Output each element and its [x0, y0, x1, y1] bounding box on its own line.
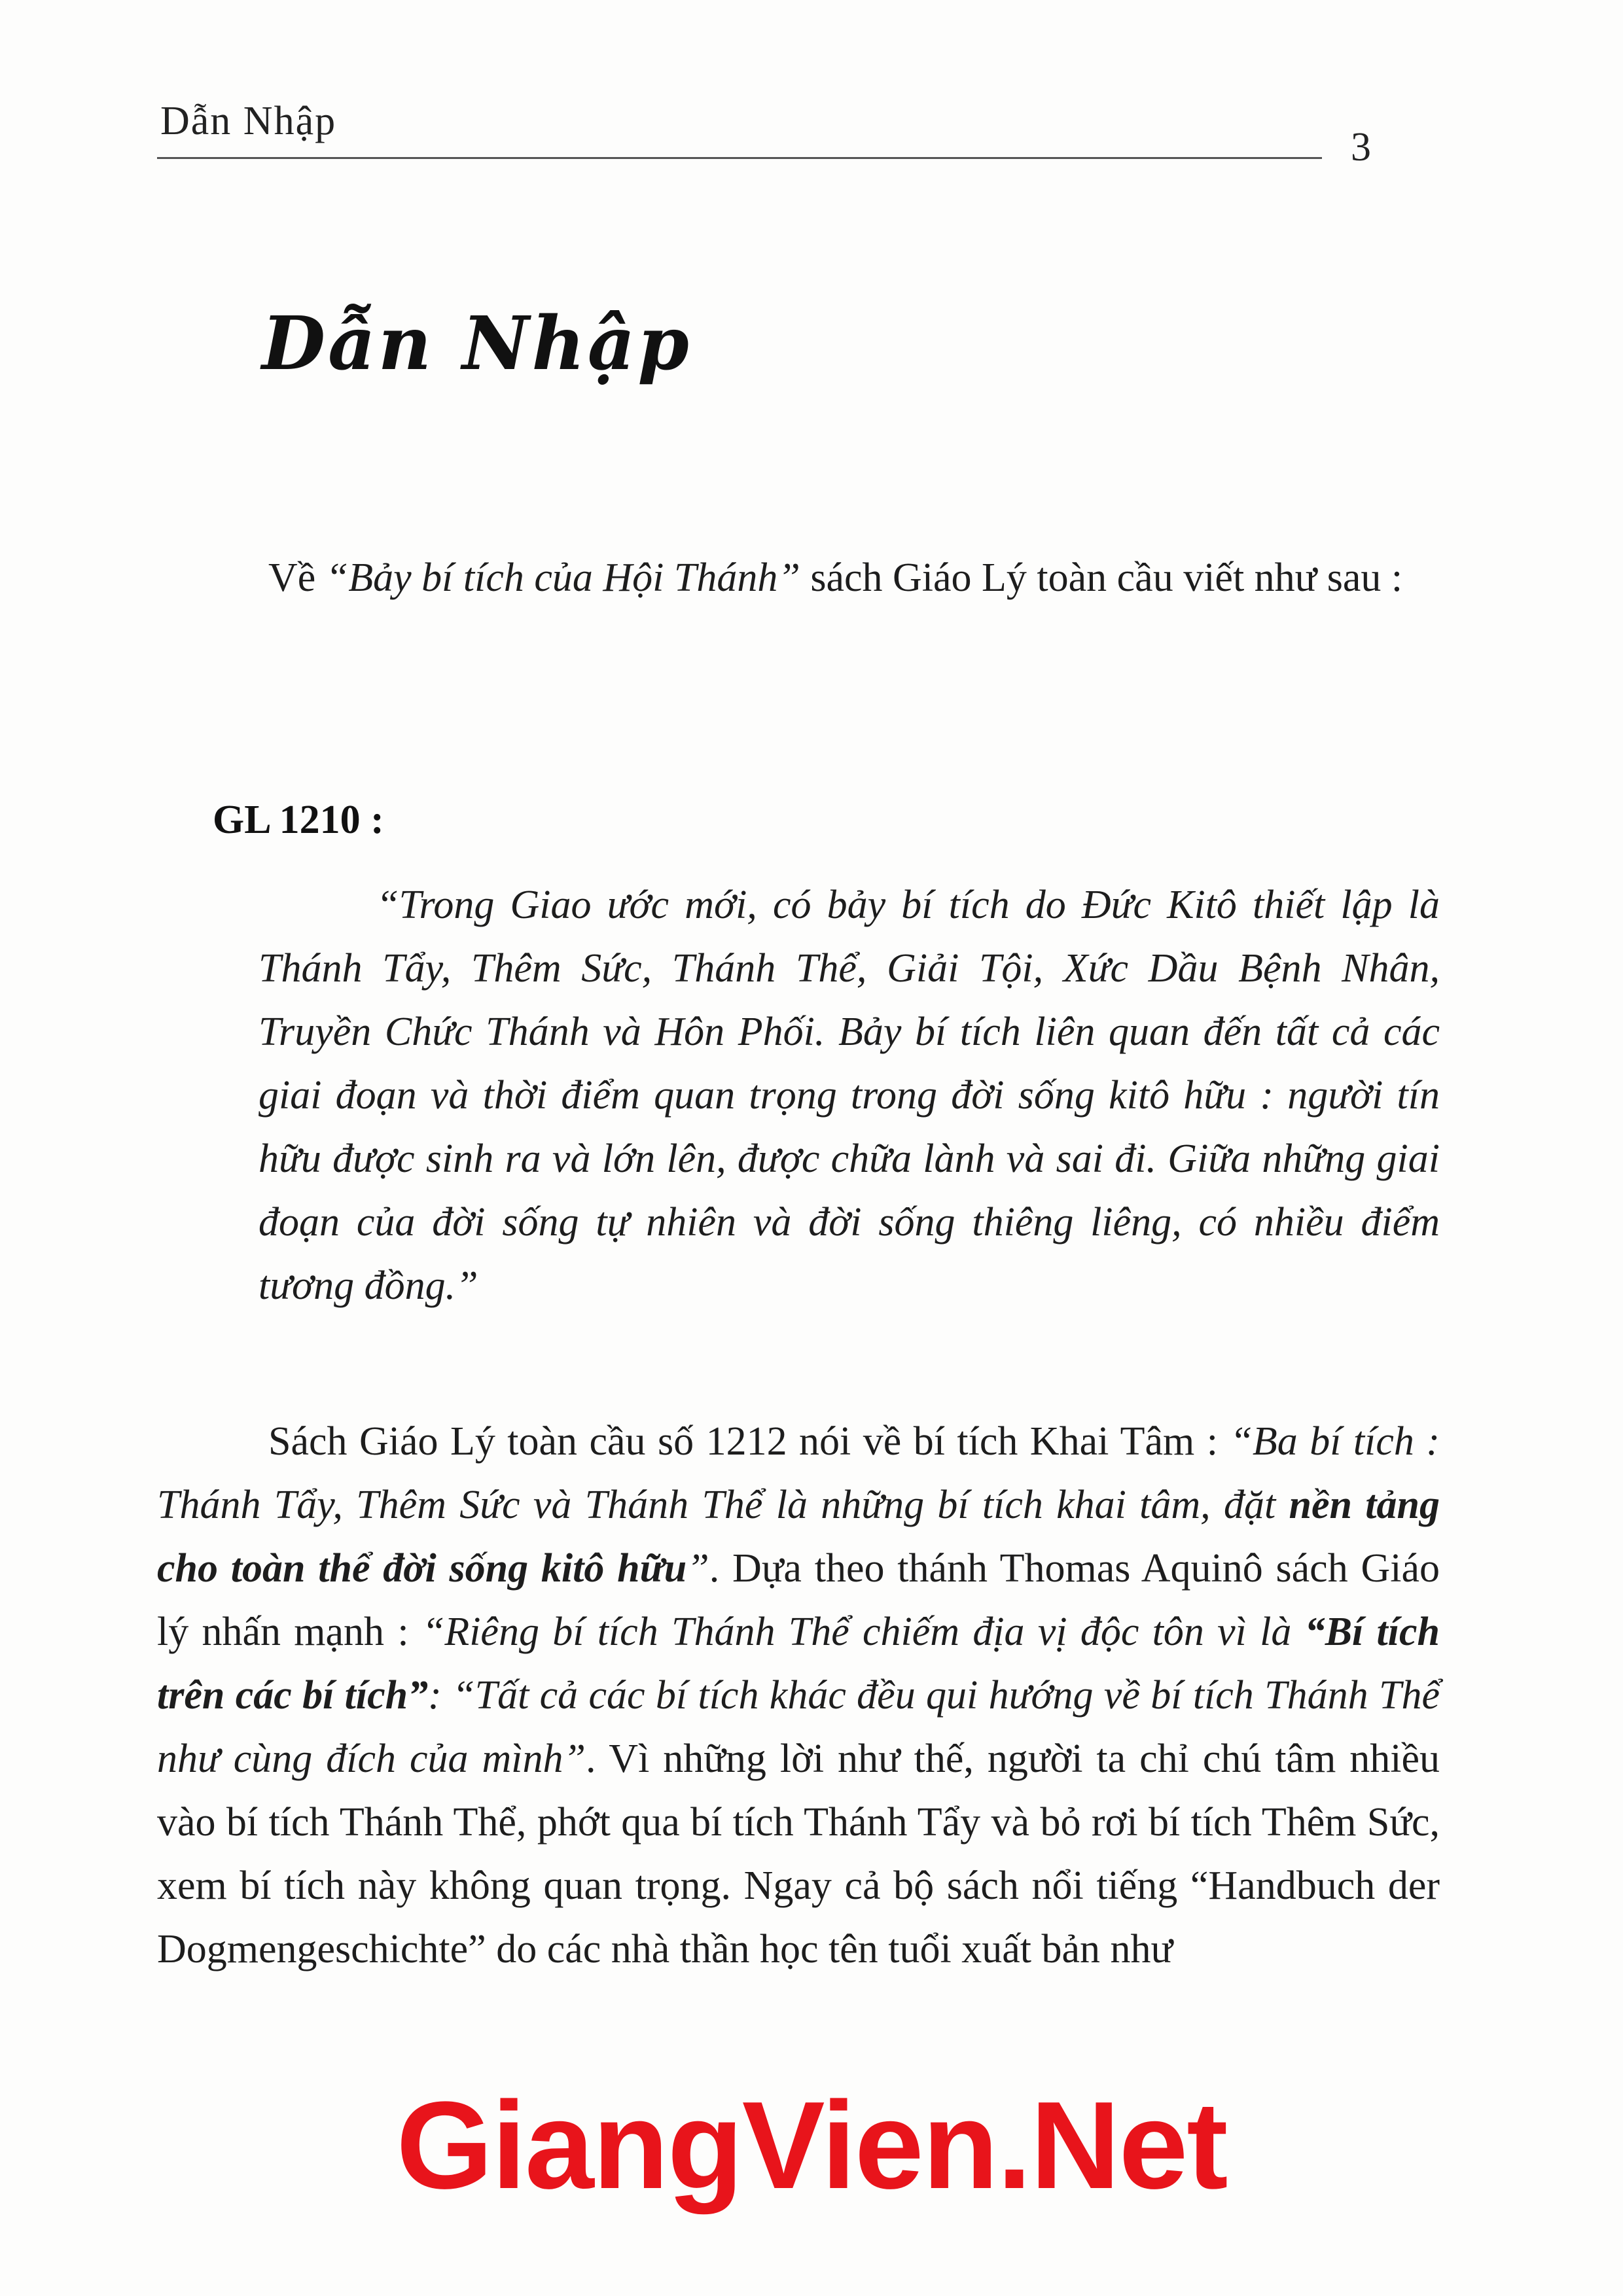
- main-text-2: “Ba bí tích : Thánh Tẩy, Thêm Sức và Thánh Thể là những bí tích khai tâm, đặt: [157, 1419, 1440, 1527]
- main-paragraph: [157, 1410, 1440, 1981]
- page-number: 3: [1351, 125, 1371, 169]
- header-rule: [157, 157, 1322, 159]
- main-text-6: “Riêng bí tích Thánh Thể chiếm địa vị độc tôn vì là: [421, 1610, 1305, 1654]
- main-text-8: : “Tất cả các bí tích khác đều qui hướng về bí tích Thánh Thể như cùng đích của mình”: [157, 1673, 1440, 1781]
- intro-paragraph: [157, 546, 1440, 610]
- main-text-7: “Bí tích trên các bí tích”: [157, 1610, 1440, 1718]
- running-header-title: Dẫn Nhập: [160, 99, 337, 143]
- running-header: [157, 98, 1374, 169]
- catechism-quote: “Trong Giao ước mới, có bảy bí tích do Đức Kitô thiết lập là Thánh Tẩy, Thêm Sức, Thánh Thể, Giải Tội, Xức Dầu Bệnh Nhân, Truyền Chức Thánh và Hôn Phối. Bảy bí tích liên quan đến tất cả các giai đoạn và thời điểm quan trọng trong đời sống kitô hữu : người tín hữu được sinh ra và lớn lên, được chữa lành và sai đi. Giữa những giai đoạn của đời sống tự nhiên và đời sống thiêng liêng, có nhiều điểm tương đồng.”: [259, 883, 1440, 1308]
- main-text-3: nền tảng cho toàn thể đời sống kitô hữu: [157, 1483, 1440, 1591]
- chapter-title: Dẫn Nhập: [262, 301, 692, 387]
- intro-text-before: Về: [268, 556, 326, 600]
- gl-reference-heading: GL 1210 :: [213, 798, 384, 842]
- main-text-4: ”: [687, 1546, 709, 1591]
- main-text-1: Sách Giáo Lý toàn cầu số 1212 nói về bí tích Khai Tâm :: [268, 1419, 1230, 1464]
- intro-text-after: sách Giáo Lý toàn cầu viết như sau :: [800, 556, 1403, 600]
- watermark-logo: GiangVien.Net: [396, 2076, 1227, 2215]
- main-text-5: . Dựa theo thánh Thomas Aquinô sách Giáo lý nhấn mạnh :: [157, 1546, 1440, 1654]
- main-text-9: . Vì những lời như thế, người ta chỉ chú tâm nhiều vào bí tích Thánh Thể, phớt qua bí tích Thánh Tẩy và bỏ rơi bí tích Thêm Sức, xem bí tích này không quan trọng. Ngay cả bộ sách nổi tiếng “Handbuch der Dogmengeschichte” do các nhà thần học tên tuổi xuất bản như: [157, 1737, 1440, 1971]
- intro-text-italic: “Bảy bí tích của Hội Thánh”: [325, 556, 800, 600]
